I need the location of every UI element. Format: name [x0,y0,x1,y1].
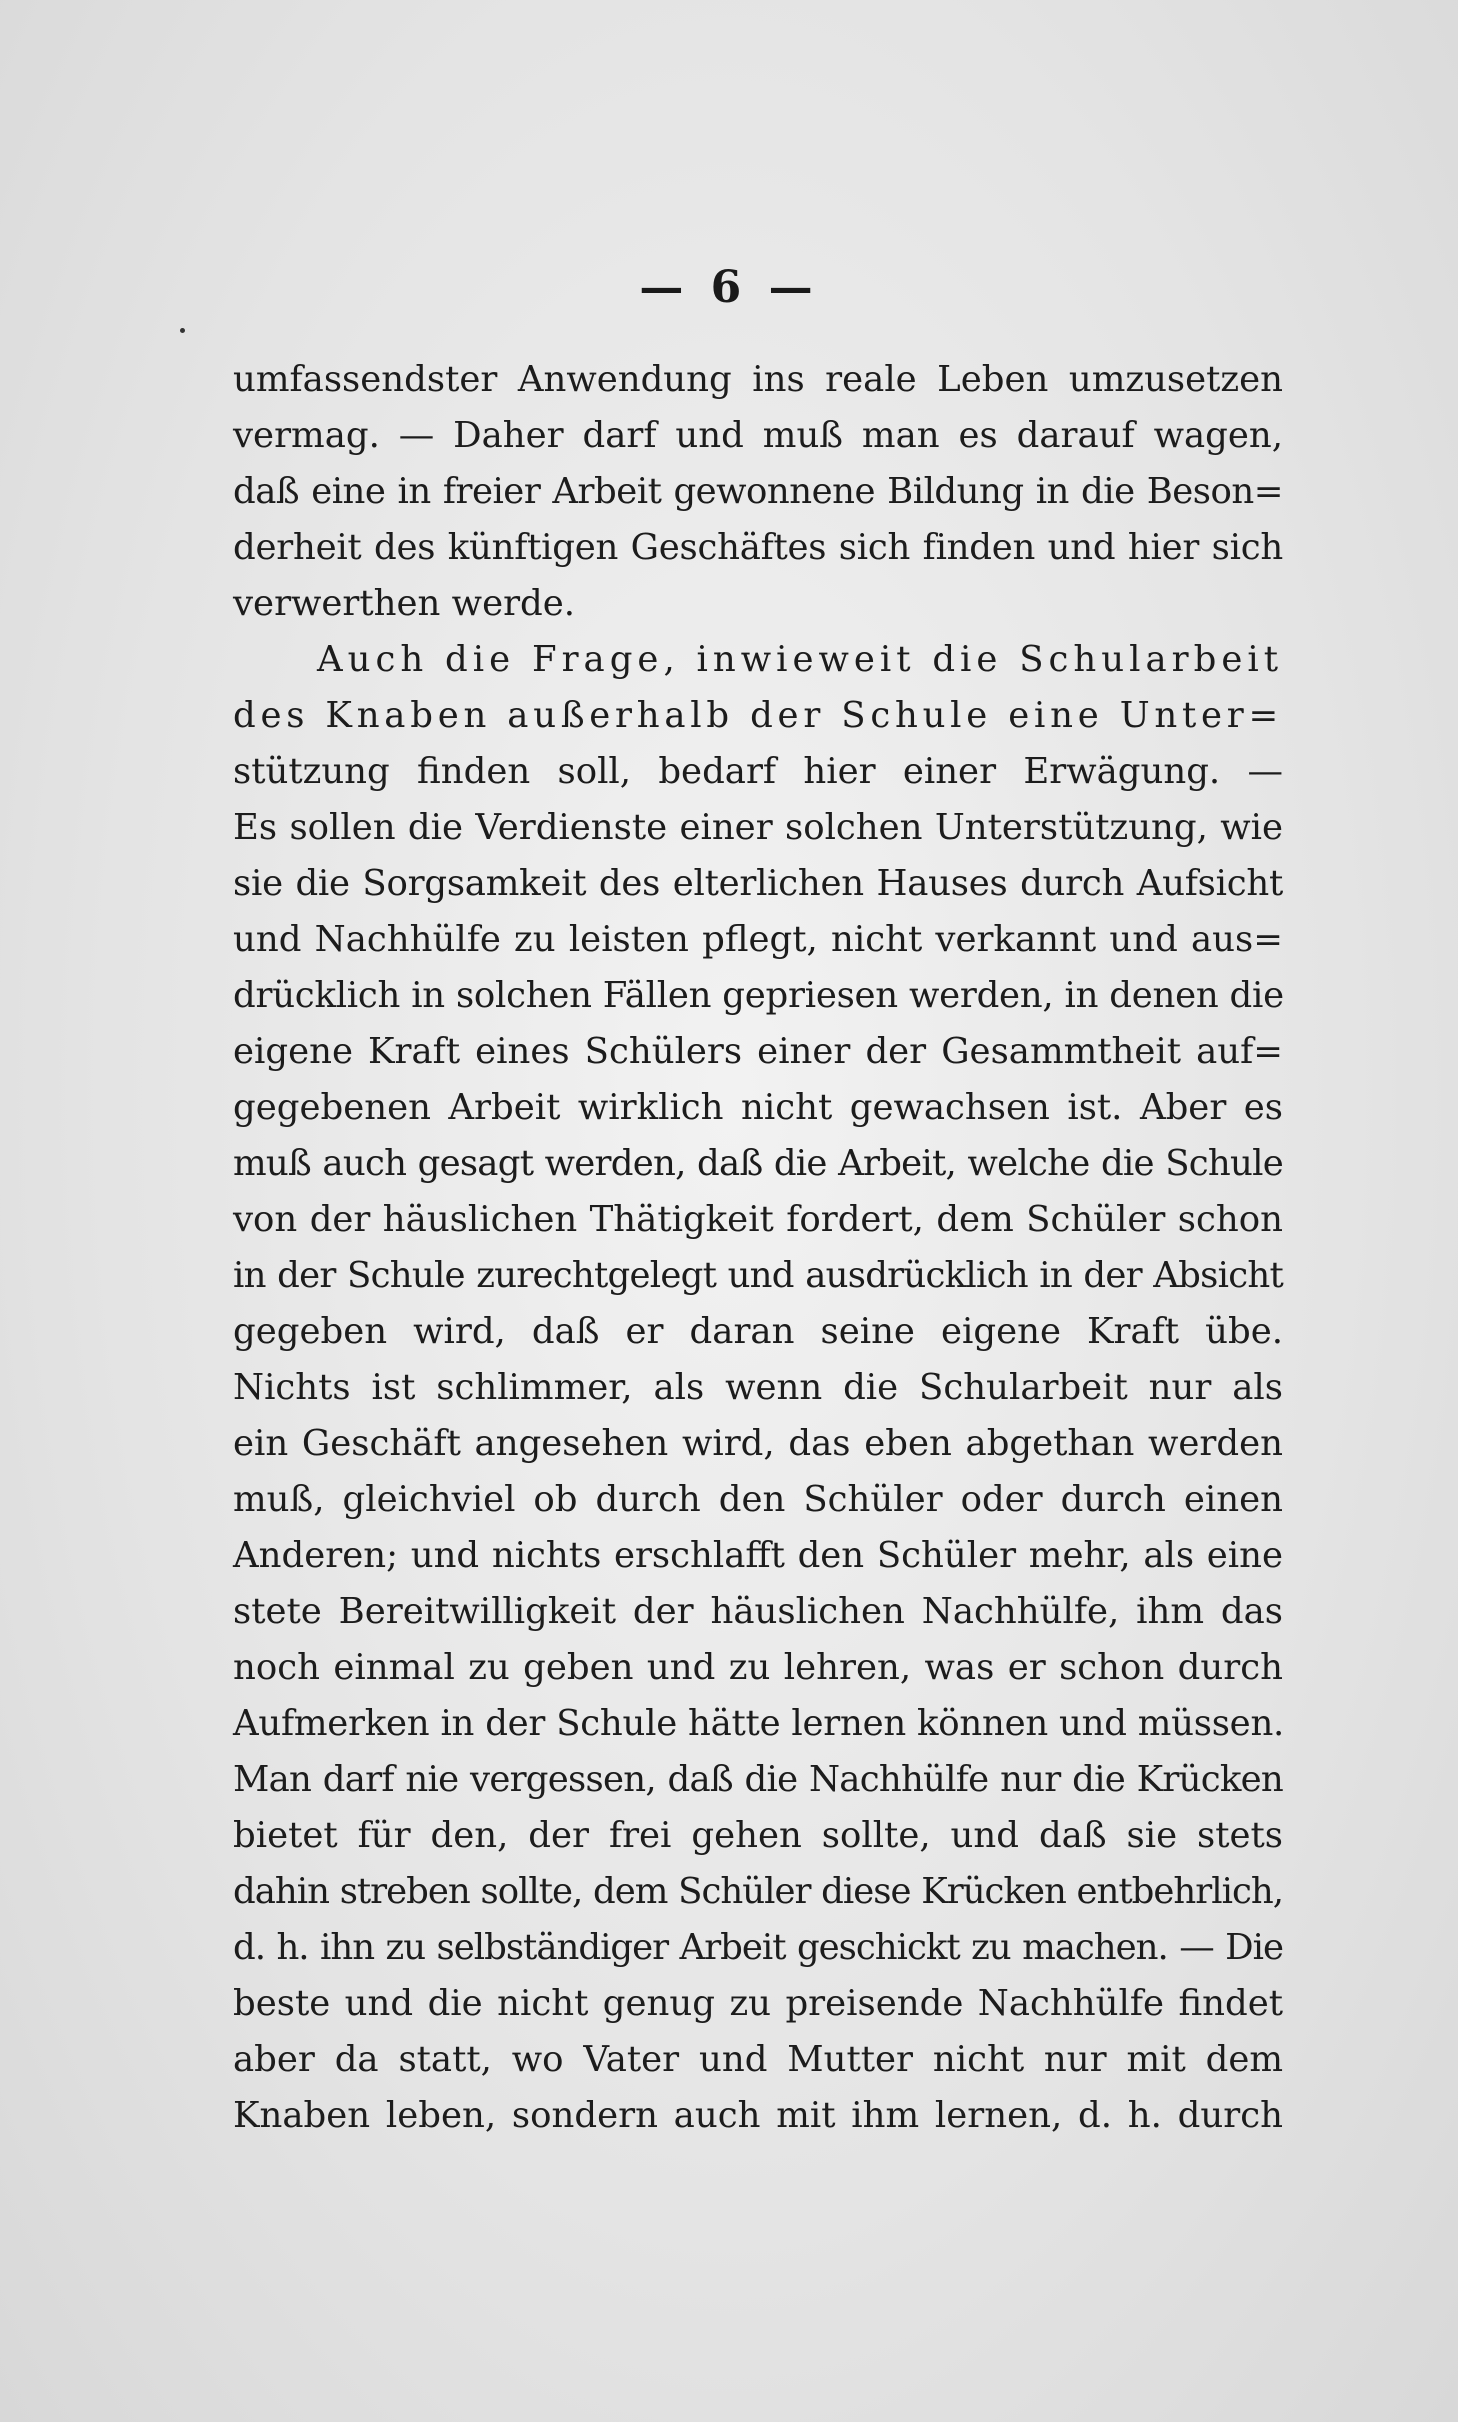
text-line: gegebenen Arbeit wirklich nicht gewachsen ist. Aber es [233,1087,1283,1128]
text-line: gegeben wird, daß er daran seine eigene Kraft übe. [233,1311,1283,1352]
text-line: d. h. ihn zu selbständiger Arbeit geschickt zu machen. — Die [233,1927,1283,1968]
text-line: derheit des künftigen Geschäftes sich finden und hier sich [233,527,1283,568]
text-line: und Nachhülfe zu leisten pflegt, nicht verkannt und aus= [233,919,1283,960]
page-number-header: — 6 — [639,262,819,313]
print-speck [180,328,185,333]
text-line: muß, gleichviel ob durch den Schüler oder durch einen [233,1479,1283,1520]
text-line: daß eine in freier Arbeit gewonnene Bildung in die Beson= [233,471,1283,512]
text-line: noch einmal zu geben und zu lehren, was er schon durch [233,1647,1283,1688]
text-line: eigene Kraft eines Schülers einer der Gesammtheit auf= [233,1031,1283,1072]
text-line: von der häuslichen Thätigkeit fordert, dem Schüler schon [233,1199,1283,1240]
text-line: Aufmerken in der Schule hätte lernen können und müssen. [233,1703,1285,1744]
text-line: des Knaben außerhalb der Schule eine Unter= [233,695,1283,736]
text-line: dahin streben sollte, dem Schüler diese Krücken entbehrlich, [233,1871,1283,1912]
text-line: muß auch gesagt werden, daß die Arbeit, welche die Schule [233,1143,1283,1184]
text-line: aber da statt, wo Vater und Mutter nicht nur mit dem [233,2039,1283,2080]
text-line: beste und die nicht genug zu preisende Nachhülfe findet [233,1983,1283,2024]
text-line: stützung finden soll, bedarf hier einer Erwägung. — [233,751,1283,792]
text-line: verwerthen werde. [233,583,576,624]
text-line: vermag. — Daher darf und muß man es darauf wagen, [233,415,1283,456]
text-line: Man darf nie vergessen, daß die Nachhülfe nur die Krücken [233,1759,1283,1800]
text-line: bietet für den, der frei gehen sollte, und daß sie stets [233,1815,1283,1856]
text-line: stete Bereitwilligkeit der häuslichen Nachhülfe, ihm das [233,1591,1283,1632]
text-line: drücklich in solchen Fällen gepriesen werden, in denen die [233,975,1284,1016]
text-line: sie die Sorgsamkeit des elterlichen Hauses durch Aufsicht [233,863,1283,904]
text-line: Es sollen die Verdienste einer solchen Unterstützung, wie [233,807,1283,848]
text-line: Anderen; und nichts erschlafft den Schüler mehr, als eine [233,1535,1283,1576]
text-line: Nichts ist schlimmer, als wenn die Schularbeit nur als [233,1367,1283,1408]
text-line: Knaben leben, sondern auch mit ihm lernen, d. h. durch [233,2095,1283,2136]
text-line: Auch die Frage, inwieweit die Schularbeit [317,639,1283,680]
text-line: in der Schule zurechtgelegt und ausdrücklich in der Absicht [233,1255,1283,1296]
body-text [233,352,1283,2144]
text-line: ein Geschäft angesehen wird, das eben abgethan werden [233,1423,1283,1464]
text-line: umfassendster Anwendung ins reale Leben umzusetzen [233,359,1283,400]
